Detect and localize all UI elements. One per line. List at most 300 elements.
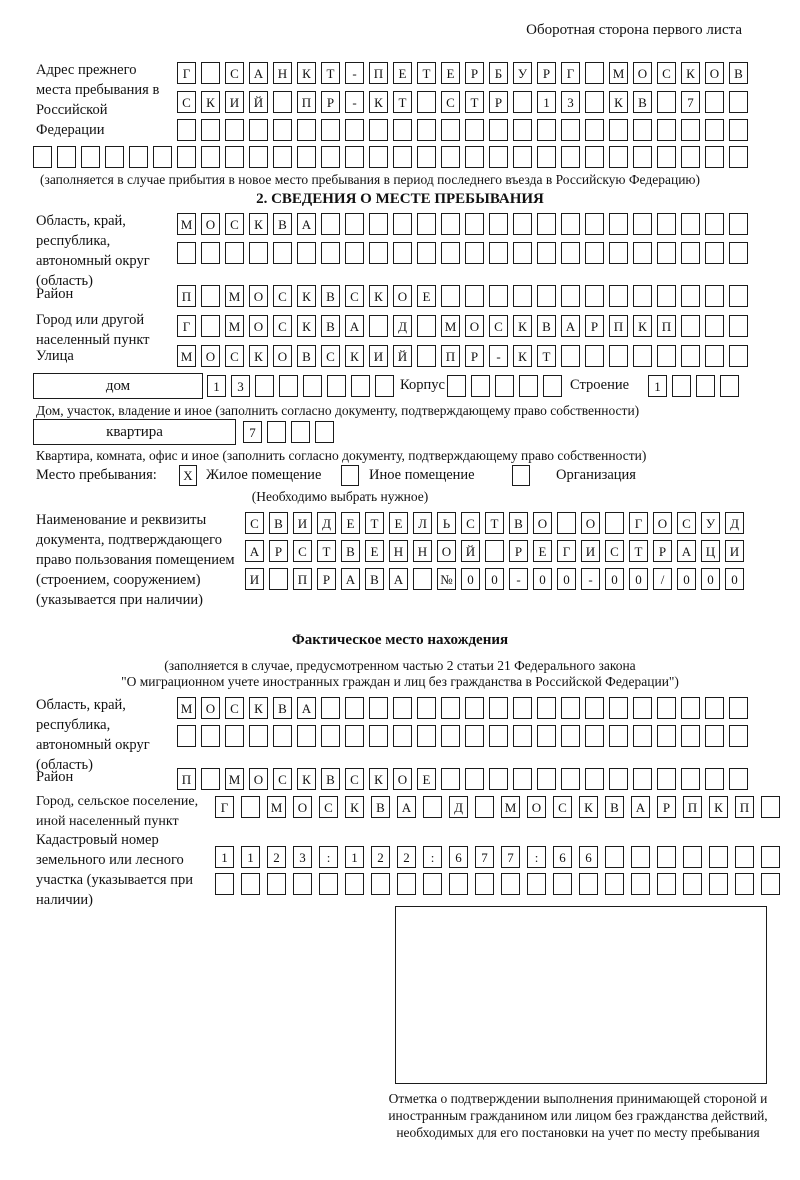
char-cell[interactable]: О bbox=[249, 768, 268, 790]
char-cell[interactable]: С bbox=[321, 345, 340, 367]
char-cell[interactable] bbox=[657, 873, 676, 895]
char-cell[interactable] bbox=[177, 725, 196, 747]
char-cell[interactable] bbox=[513, 213, 532, 235]
char-cell[interactable] bbox=[633, 119, 652, 141]
char-cell[interactable] bbox=[345, 119, 364, 141]
char-cell[interactable] bbox=[513, 242, 532, 264]
korpus-cells[interactable] bbox=[447, 375, 562, 397]
char-cell[interactable] bbox=[293, 873, 312, 895]
char-cell[interactable] bbox=[417, 345, 436, 367]
char-cell[interactable] bbox=[489, 213, 508, 235]
stay-option-other-checkbox[interactable] bbox=[341, 465, 359, 486]
char-cell[interactable] bbox=[495, 375, 514, 397]
char-cell[interactable] bbox=[225, 146, 244, 168]
char-cell[interactable] bbox=[393, 725, 412, 747]
char-cell[interactable]: : bbox=[319, 846, 338, 868]
char-cell[interactable]: В bbox=[341, 540, 360, 562]
char-cell[interactable]: С bbox=[345, 768, 364, 790]
char-cell[interactable]: В bbox=[321, 285, 340, 307]
char-cell[interactable] bbox=[681, 242, 700, 264]
char-cell[interactable] bbox=[241, 796, 260, 818]
char-cell[interactable] bbox=[561, 119, 580, 141]
char-cell[interactable] bbox=[279, 375, 298, 397]
char-cell[interactable] bbox=[345, 213, 364, 235]
char-cell[interactable] bbox=[369, 146, 388, 168]
char-cell[interactable] bbox=[513, 697, 532, 719]
char-cell[interactable] bbox=[537, 697, 556, 719]
char-cell[interactable]: Б bbox=[489, 62, 508, 84]
char-cell[interactable] bbox=[657, 285, 676, 307]
char-cell[interactable] bbox=[393, 213, 412, 235]
char-cell[interactable]: Н bbox=[273, 62, 292, 84]
char-cell[interactable] bbox=[631, 873, 650, 895]
char-cell[interactable] bbox=[735, 846, 754, 868]
char-cell[interactable] bbox=[33, 146, 52, 168]
char-cell[interactable]: А bbox=[249, 62, 268, 84]
char-cell[interactable] bbox=[489, 725, 508, 747]
char-cell[interactable]: С bbox=[677, 512, 696, 534]
char-cell[interactable] bbox=[633, 345, 652, 367]
stay-option-residential-checkbox[interactable]: X bbox=[179, 465, 197, 486]
char-cell[interactable]: С bbox=[345, 285, 364, 307]
char-cell[interactable] bbox=[393, 119, 412, 141]
char-cell[interactable] bbox=[537, 725, 556, 747]
char-cell[interactable] bbox=[633, 725, 652, 747]
char-cell[interactable] bbox=[609, 697, 628, 719]
char-cell[interactable]: С bbox=[319, 796, 338, 818]
char-cell[interactable]: В bbox=[509, 512, 528, 534]
char-cell[interactable] bbox=[249, 119, 268, 141]
char-cell[interactable] bbox=[513, 285, 532, 307]
char-cell[interactable]: Д bbox=[725, 512, 744, 534]
char-cell[interactable] bbox=[475, 796, 494, 818]
char-cell[interactable]: О bbox=[393, 768, 412, 790]
char-cell[interactable]: 0 bbox=[677, 568, 696, 590]
char-cell[interactable] bbox=[321, 697, 340, 719]
char-cell[interactable] bbox=[633, 146, 652, 168]
char-cell[interactable]: Р bbox=[321, 91, 340, 113]
char-cell[interactable] bbox=[441, 725, 460, 747]
char-cell[interactable] bbox=[537, 119, 556, 141]
char-cell[interactable]: А bbox=[397, 796, 416, 818]
char-cell[interactable] bbox=[537, 242, 556, 264]
char-cell[interactable]: И bbox=[369, 345, 388, 367]
char-cell[interactable] bbox=[345, 873, 364, 895]
char-cell[interactable] bbox=[201, 242, 220, 264]
char-cell[interactable] bbox=[273, 119, 292, 141]
char-cell[interactable] bbox=[513, 91, 532, 113]
char-cell[interactable] bbox=[417, 315, 436, 337]
char-cell[interactable]: 0 bbox=[461, 568, 480, 590]
char-cell[interactable] bbox=[241, 873, 260, 895]
char-cell[interactable]: Г bbox=[215, 796, 234, 818]
actual-city-row[interactable] bbox=[215, 796, 780, 818]
char-cell[interactable] bbox=[585, 146, 604, 168]
char-cell[interactable] bbox=[705, 146, 724, 168]
char-cell[interactable]: С bbox=[657, 62, 676, 84]
char-cell[interactable] bbox=[465, 768, 484, 790]
char-cell[interactable] bbox=[369, 119, 388, 141]
char-cell[interactable] bbox=[681, 285, 700, 307]
char-cell[interactable] bbox=[681, 213, 700, 235]
char-cell[interactable]: В bbox=[321, 768, 340, 790]
char-cell[interactable]: Н bbox=[413, 540, 432, 562]
char-cell[interactable] bbox=[273, 146, 292, 168]
char-cell[interactable] bbox=[177, 119, 196, 141]
char-cell[interactable]: В bbox=[633, 91, 652, 113]
char-cell[interactable]: 0 bbox=[725, 568, 744, 590]
char-cell[interactable]: П bbox=[297, 91, 316, 113]
char-cell[interactable] bbox=[585, 725, 604, 747]
char-cell[interactable] bbox=[489, 768, 508, 790]
char-cell[interactable] bbox=[709, 873, 728, 895]
char-cell[interactable] bbox=[609, 146, 628, 168]
char-cell[interactable] bbox=[249, 725, 268, 747]
char-cell[interactable]: О bbox=[249, 285, 268, 307]
char-cell[interactable]: 0 bbox=[533, 568, 552, 590]
char-cell[interactable]: С bbox=[489, 315, 508, 337]
char-cell[interactable] bbox=[605, 512, 624, 534]
char-cell[interactable] bbox=[585, 242, 604, 264]
char-cell[interactable]: : bbox=[423, 846, 442, 868]
char-cell[interactable]: К bbox=[249, 213, 268, 235]
char-cell[interactable]: : bbox=[527, 846, 546, 868]
char-cell[interactable] bbox=[633, 768, 652, 790]
char-cell[interactable] bbox=[489, 697, 508, 719]
char-cell[interactable] bbox=[177, 146, 196, 168]
char-cell[interactable] bbox=[417, 91, 436, 113]
char-cell[interactable] bbox=[345, 697, 364, 719]
region-row-1[interactable] bbox=[177, 213, 748, 235]
char-cell[interactable] bbox=[417, 725, 436, 747]
prev-address-row-3[interactable] bbox=[177, 119, 748, 141]
char-cell[interactable]: Е bbox=[365, 540, 384, 562]
char-cell[interactable] bbox=[537, 285, 556, 307]
char-cell[interactable] bbox=[369, 242, 388, 264]
char-cell[interactable]: 2 bbox=[371, 846, 390, 868]
char-cell[interactable] bbox=[705, 285, 724, 307]
char-cell[interactable]: - bbox=[345, 62, 364, 84]
char-cell[interactable]: Е bbox=[417, 285, 436, 307]
char-cell[interactable]: Г bbox=[557, 540, 576, 562]
char-cell[interactable] bbox=[471, 375, 490, 397]
char-cell[interactable] bbox=[609, 242, 628, 264]
cadastral-row-1[interactable] bbox=[215, 846, 780, 868]
char-cell[interactable]: К bbox=[345, 796, 364, 818]
char-cell[interactable] bbox=[537, 768, 556, 790]
char-cell[interactable] bbox=[105, 146, 124, 168]
char-cell[interactable]: С bbox=[605, 540, 624, 562]
char-cell[interactable] bbox=[393, 242, 412, 264]
char-cell[interactable]: Т bbox=[465, 91, 484, 113]
char-cell[interactable] bbox=[375, 375, 394, 397]
char-cell[interactable] bbox=[351, 375, 370, 397]
char-cell[interactable] bbox=[729, 242, 748, 264]
char-cell[interactable] bbox=[369, 213, 388, 235]
char-cell[interactable]: О bbox=[293, 796, 312, 818]
house-number-cells[interactable] bbox=[207, 375, 394, 397]
char-cell[interactable] bbox=[345, 725, 364, 747]
cadastral-row-2[interactable] bbox=[215, 873, 780, 895]
char-cell[interactable] bbox=[465, 119, 484, 141]
char-cell[interactable] bbox=[303, 375, 322, 397]
char-cell[interactable] bbox=[657, 146, 676, 168]
char-cell[interactable] bbox=[683, 873, 702, 895]
char-cell[interactable] bbox=[249, 242, 268, 264]
char-cell[interactable]: У bbox=[701, 512, 720, 534]
actual-region-row-2[interactable] bbox=[177, 725, 748, 747]
char-cell[interactable]: А bbox=[297, 213, 316, 235]
char-cell[interactable] bbox=[465, 242, 484, 264]
actual-district-row[interactable] bbox=[177, 768, 748, 790]
char-cell[interactable]: В bbox=[537, 315, 556, 337]
char-cell[interactable]: В bbox=[365, 568, 384, 590]
char-cell[interactable] bbox=[153, 146, 172, 168]
char-cell[interactable]: М bbox=[177, 213, 196, 235]
char-cell[interactable] bbox=[465, 725, 484, 747]
char-cell[interactable]: О bbox=[437, 540, 456, 562]
char-cell[interactable]: 7 bbox=[681, 91, 700, 113]
char-cell[interactable] bbox=[441, 285, 460, 307]
char-cell[interactable]: К bbox=[345, 345, 364, 367]
char-cell[interactable]: Р bbox=[537, 62, 556, 84]
char-cell[interactable]: - bbox=[345, 91, 364, 113]
char-cell[interactable]: М bbox=[441, 315, 460, 337]
char-cell[interactable]: Й bbox=[461, 540, 480, 562]
char-cell[interactable]: 1 bbox=[345, 846, 364, 868]
char-cell[interactable] bbox=[201, 768, 220, 790]
char-cell[interactable] bbox=[225, 119, 244, 141]
char-cell[interactable]: / bbox=[653, 568, 672, 590]
char-cell[interactable] bbox=[81, 146, 100, 168]
char-cell[interactable]: Н bbox=[389, 540, 408, 562]
char-cell[interactable] bbox=[729, 315, 748, 337]
char-cell[interactable]: Т bbox=[485, 512, 504, 534]
char-cell[interactable] bbox=[761, 873, 780, 895]
char-cell[interactable] bbox=[489, 119, 508, 141]
char-cell[interactable]: О bbox=[633, 62, 652, 84]
char-cell[interactable]: № bbox=[437, 568, 456, 590]
char-cell[interactable] bbox=[417, 213, 436, 235]
char-cell[interactable]: А bbox=[345, 315, 364, 337]
char-cell[interactable] bbox=[315, 421, 334, 443]
char-cell[interactable]: Е bbox=[533, 540, 552, 562]
char-cell[interactable]: Р bbox=[269, 540, 288, 562]
char-cell[interactable]: 1 bbox=[648, 375, 667, 397]
char-cell[interactable] bbox=[225, 242, 244, 264]
char-cell[interactable]: А bbox=[389, 568, 408, 590]
char-cell[interactable] bbox=[537, 213, 556, 235]
char-cell[interactable]: В bbox=[729, 62, 748, 84]
apartment-cells[interactable] bbox=[243, 421, 334, 443]
char-cell[interactable] bbox=[553, 873, 572, 895]
char-cell[interactable]: А bbox=[561, 315, 580, 337]
char-cell[interactable]: К bbox=[297, 315, 316, 337]
char-cell[interactable]: И bbox=[581, 540, 600, 562]
char-cell[interactable] bbox=[657, 119, 676, 141]
char-cell[interactable]: К bbox=[513, 345, 532, 367]
char-cell[interactable] bbox=[319, 873, 338, 895]
char-cell[interactable] bbox=[729, 91, 748, 113]
char-cell[interactable]: 7 bbox=[475, 846, 494, 868]
char-cell[interactable] bbox=[225, 725, 244, 747]
char-cell[interactable]: О bbox=[533, 512, 552, 534]
char-cell[interactable] bbox=[729, 285, 748, 307]
char-cell[interactable] bbox=[423, 796, 442, 818]
char-cell[interactable] bbox=[657, 345, 676, 367]
char-cell[interactable] bbox=[57, 146, 76, 168]
char-cell[interactable] bbox=[561, 345, 580, 367]
char-cell[interactable]: И bbox=[293, 512, 312, 534]
char-cell[interactable] bbox=[321, 725, 340, 747]
char-cell[interactable]: Р bbox=[585, 315, 604, 337]
char-cell[interactable]: О bbox=[393, 285, 412, 307]
char-cell[interactable] bbox=[657, 725, 676, 747]
char-cell[interactable]: Е bbox=[389, 512, 408, 534]
char-cell[interactable] bbox=[681, 345, 700, 367]
char-cell[interactable] bbox=[393, 146, 412, 168]
char-cell[interactable] bbox=[561, 146, 580, 168]
char-cell[interactable] bbox=[729, 345, 748, 367]
char-cell[interactable]: И bbox=[725, 540, 744, 562]
actual-region-row-1[interactable] bbox=[177, 697, 748, 719]
char-cell[interactable]: А bbox=[341, 568, 360, 590]
char-cell[interactable]: Т bbox=[321, 62, 340, 84]
char-cell[interactable]: К bbox=[609, 91, 628, 113]
char-cell[interactable] bbox=[543, 375, 562, 397]
char-cell[interactable] bbox=[397, 873, 416, 895]
char-cell[interactable]: П bbox=[735, 796, 754, 818]
char-cell[interactable] bbox=[705, 242, 724, 264]
char-cell[interactable]: Д bbox=[393, 315, 412, 337]
district-row[interactable] bbox=[177, 285, 748, 307]
char-cell[interactable]: С bbox=[441, 91, 460, 113]
char-cell[interactable]: В bbox=[273, 697, 292, 719]
char-cell[interactable] bbox=[423, 873, 442, 895]
char-cell[interactable]: Р bbox=[489, 91, 508, 113]
char-cell[interactable] bbox=[579, 873, 598, 895]
char-cell[interactable] bbox=[633, 242, 652, 264]
char-cell[interactable]: П bbox=[683, 796, 702, 818]
char-cell[interactable] bbox=[489, 285, 508, 307]
char-cell[interactable] bbox=[705, 119, 724, 141]
char-cell[interactable]: В bbox=[269, 512, 288, 534]
char-cell[interactable]: С bbox=[273, 768, 292, 790]
char-cell[interactable]: С bbox=[245, 512, 264, 534]
char-cell[interactable]: 2 bbox=[397, 846, 416, 868]
char-cell[interactable]: С bbox=[225, 62, 244, 84]
char-cell[interactable]: М bbox=[609, 62, 628, 84]
char-cell[interactable] bbox=[321, 146, 340, 168]
char-cell[interactable] bbox=[609, 213, 628, 235]
char-cell[interactable]: Т bbox=[317, 540, 336, 562]
char-cell[interactable]: С bbox=[461, 512, 480, 534]
char-cell[interactable] bbox=[417, 146, 436, 168]
char-cell[interactable]: 0 bbox=[605, 568, 624, 590]
char-cell[interactable] bbox=[489, 242, 508, 264]
char-cell[interactable]: С bbox=[553, 796, 572, 818]
char-cell[interactable]: О bbox=[201, 697, 220, 719]
char-cell[interactable]: П bbox=[177, 768, 196, 790]
char-cell[interactable] bbox=[485, 540, 504, 562]
char-cell[interactable]: А bbox=[631, 796, 650, 818]
char-cell[interactable]: 2 bbox=[267, 846, 286, 868]
char-cell[interactable]: А bbox=[297, 697, 316, 719]
char-cell[interactable] bbox=[449, 873, 468, 895]
char-cell[interactable] bbox=[705, 768, 724, 790]
char-cell[interactable] bbox=[327, 375, 346, 397]
char-cell[interactable] bbox=[585, 91, 604, 113]
char-cell[interactable] bbox=[413, 568, 432, 590]
char-cell[interactable]: - bbox=[489, 345, 508, 367]
char-cell[interactable]: В bbox=[605, 796, 624, 818]
char-cell[interactable]: П bbox=[441, 345, 460, 367]
char-cell[interactable]: А bbox=[677, 540, 696, 562]
char-cell[interactable]: С bbox=[273, 315, 292, 337]
char-cell[interactable] bbox=[633, 285, 652, 307]
char-cell[interactable] bbox=[441, 242, 460, 264]
char-cell[interactable]: К bbox=[369, 285, 388, 307]
char-cell[interactable]: Л bbox=[413, 512, 432, 534]
char-cell[interactable]: О bbox=[201, 345, 220, 367]
char-cell[interactable]: К bbox=[297, 285, 316, 307]
char-cell[interactable]: 3 bbox=[231, 375, 250, 397]
char-cell[interactable] bbox=[519, 375, 538, 397]
char-cell[interactable] bbox=[561, 242, 580, 264]
char-cell[interactable] bbox=[537, 146, 556, 168]
char-cell[interactable] bbox=[501, 873, 520, 895]
char-cell[interactable] bbox=[609, 285, 628, 307]
char-cell[interactable] bbox=[557, 512, 576, 534]
char-cell[interactable] bbox=[345, 242, 364, 264]
char-cell[interactable]: Д bbox=[317, 512, 336, 534]
char-cell[interactable]: О bbox=[581, 512, 600, 534]
char-cell[interactable] bbox=[609, 725, 628, 747]
char-cell[interactable]: Т bbox=[417, 62, 436, 84]
char-cell[interactable] bbox=[681, 697, 700, 719]
char-cell[interactable] bbox=[585, 62, 604, 84]
char-cell[interactable] bbox=[657, 768, 676, 790]
char-cell[interactable] bbox=[273, 725, 292, 747]
char-cell[interactable]: К bbox=[297, 62, 316, 84]
char-cell[interactable] bbox=[513, 725, 532, 747]
char-cell[interactable]: О bbox=[705, 62, 724, 84]
char-cell[interactable] bbox=[585, 697, 604, 719]
char-cell[interactable] bbox=[201, 62, 220, 84]
char-cell[interactable] bbox=[297, 725, 316, 747]
char-cell[interactable] bbox=[267, 873, 286, 895]
char-cell[interactable] bbox=[729, 119, 748, 141]
char-cell[interactable]: С bbox=[225, 345, 244, 367]
char-cell[interactable] bbox=[417, 119, 436, 141]
char-cell[interactable]: К bbox=[297, 768, 316, 790]
char-cell[interactable] bbox=[683, 846, 702, 868]
char-cell[interactable] bbox=[729, 768, 748, 790]
char-cell[interactable] bbox=[345, 146, 364, 168]
char-cell[interactable] bbox=[761, 846, 780, 868]
char-cell[interactable]: С bbox=[225, 697, 244, 719]
char-cell[interactable] bbox=[489, 146, 508, 168]
document-row-3[interactable] bbox=[245, 568, 744, 590]
char-cell[interactable]: - bbox=[581, 568, 600, 590]
char-cell[interactable]: К bbox=[249, 345, 268, 367]
document-row-2[interactable] bbox=[245, 540, 744, 562]
street-row[interactable] bbox=[177, 345, 748, 367]
char-cell[interactable] bbox=[681, 725, 700, 747]
char-cell[interactable]: 0 bbox=[485, 568, 504, 590]
char-cell[interactable]: М bbox=[177, 697, 196, 719]
char-cell[interactable] bbox=[585, 768, 604, 790]
